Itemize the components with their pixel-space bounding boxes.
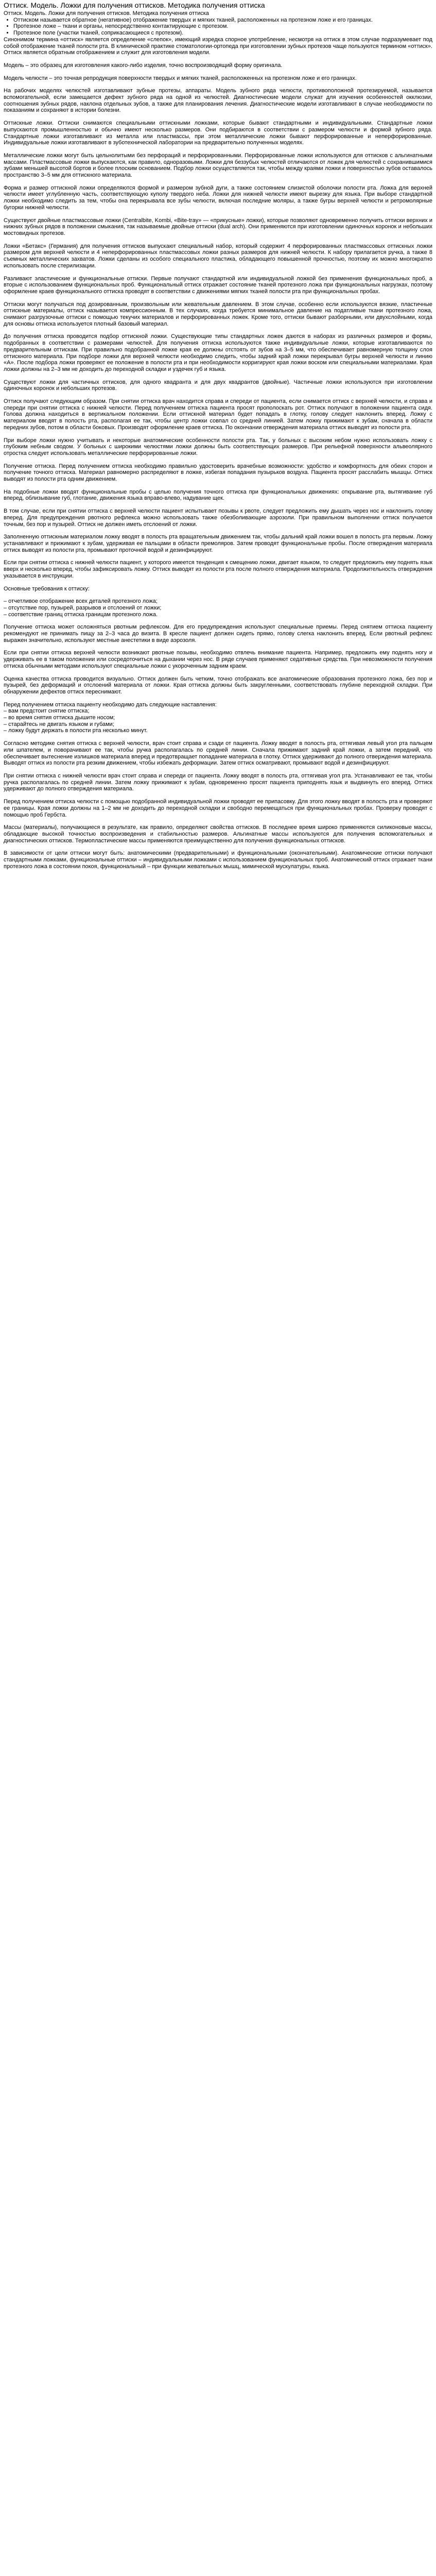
page xyxy=(0,0,436,878)
page-title: Оттиск. Модель. Ложки для получения оттисков. Методика получения оттиска xyxy=(4,1,265,9)
article-paragraph: Получение оттиска может осложняться рвотным рефлексом. Для его предупреждения используют специальные приемы. Перед снятием оттиска пациенту рекомендуют не принимать пищу за 2–3 часа до визита. В кресле пациент должен сидеть прямо, голову слегка наклонить вперед. Если рвотный рефлекс выражен значительно, используют местные анестетики в виде аэрозоля. xyxy=(4,624,432,643)
article-paragraph: Существуют двойные пластмассовые ложки (Centralbite, Kombi, «Bite-tray» — «прикусные» ложки), которые позволяют одновременно получить оттиски верхних и нижних зубных рядов в положении смыкания, так называемые двойные оттиски (dual arch). Они применяются при изготовлении одиночных коронок и небольших мостовидных протезов. xyxy=(4,217,432,236)
article-paragraph: Оттиски могут получаться под дозированным, произвольным или жевательным давлением. В этом случае, особенно если используются вязкие, пластичные оттискные материалы, оттиск называется компрессионным. В тех случаях, когда требуется минимальное давление на податливые ткани протезного ложа, снимают разгрузочные оттиски с помощью текучих материалов и перфорированных ложек. Кроме того, оттиски бывают разборными, или двухслойными, когда для основы оттиска используется плотный базовый материал. xyxy=(4,301,432,327)
summary-item: • Протезное ложе – ткани и органы, непосредственно контактирующие с протезом. xyxy=(13,23,432,30)
article-paragraph: Массы (материалы), получающиеся в результате, как правило, определяют свойства оттисков. В последнее время широко применяются силиконовые массы, обладающие высокой точностью воспроизведения и стабильностью размеров. Альгинатные массы используются для получения вспомогательных и диагностических оттисков. Термопластические массы применяются преимущественно для получения функциональных оттисков. xyxy=(4,824,432,844)
article-paragraph: Получение оттиска. Перед получением оттиска необходимо правильно удостоверить врачебные возможности: удобство и комфортность для обеих сторон и получение точного оттиска. Материал равномерно распределяют в ложке, избегая попадания пузырьков воздуха. Пациента просят расслабить мышцы. Оттиск выводят из полости рта одним движением. xyxy=(4,463,432,483)
article-paragraph: В том случае, если при снятии оттиска с верхней челюсти пациент испытывает позывы к рвоте, следует предложить ему дышать через нос и наклонить голову вперед. Для предупреждения рвотного рефлекса можно использовать также обезболивающие аэрозоли. При правильном выполнении оттиск получается точным, без пор и пузырей. Оттиск не должен иметь отслоений от ложки. xyxy=(4,508,432,528)
article-paragraph: Модель – это образец для изготовления какого-либо изделия, точно воспроизводящий форму оригинала. xyxy=(4,62,283,69)
article-paragraph: Разливают эластические и функциональные оттиски. Первые получают стандартной или индивидуальной ложкой без применения функциональных проб, а вторые с использованием функциональных проб. Функциональный оттиск отражает состояние тканей протезного ложа при функциональных нагрузках, поэтому оформление краев функционального оттиска проводят в соответствии с движениями мягких тканей полости рта при функциональных пробах. xyxy=(4,275,432,295)
article-paragraph: Существуют ложки для частичных оттисков, для одного квадранта и для двух квадрантов (двойные). Частичные ложки используются при изготовлении одиночных коронок и небольших протезов. xyxy=(4,379,432,392)
article-paragraph: Оттиск получают следующим образом. При снятии оттиска врач находится справа и спереди от пациента, если снимается оттиск с верхней челюсти, и справа и спереди при снятии оттиска с нижней челюсти. Перед получением оттиска пациента просят прополоскать рот. Оттиск получают в положении пациента сидя. Голова должна находиться в вертикальном положении. Если оттискной материал будет попадать в глотку, голову следует наклонить вперед. Ложку с материалом вводят в полость рта, располагая ее так, чтобы центр ложки совпал со средней линией. Затем ложку прижимают к зубам, сначала в области передних зубов, потом в области боковых. Производят оформление краев оттиска. По окончании отверждения материала оттиск выводят из полости рта. xyxy=(4,398,432,431)
summary-block xyxy=(4,10,432,37)
article-paragraph: Модель челюсти – это точная репродукция поверхности твердых и мягких тканей, расположенных на протезном ложе и его границах. xyxy=(4,75,357,81)
article-paragraph: Металлические ложки могут быть цельнолитыми без перфораций и перфорированными. Перфорированные ложки используются для оттисков с альгинатными массами. Пластмассовые ложки выпускаются, как правило, одноразовыми. Ложки для беззубых челюстей отличаются от ложек для челюстей с сохранившимися зубами меньшей высотой бортов и более плоским основанием. Подбор ложки осуществляется так, чтобы между краями ложки и поверхностью зубов оставалось пространство 3–5 мм для оттискного материала. xyxy=(4,152,432,179)
summary-item: • Протезное поле (участки тканей, соприкасающиеся с протезом). xyxy=(13,30,432,37)
article-paragraph: Если при снятии оттиска с нижней челюсти пациент, у которого имеется тенденция к смещению ложки, двигает языком, то следует предложить ему поднять язык вверх и несколько вперед, чтобы зафиксировать ложку. Оттиск выводят из полости рта после полного отверждения материала. Продолжительность отверждения указывается в инструкции. xyxy=(4,560,432,579)
article-paragraph: До получения оттиска проводится подбор оттискной ложки. Существующие типы стандартных ложек даются в наборах из различных размеров и формы, подобранных в соответствии с размерами челюстей. Для получения оттиска используются также индивидуальные ложки, которые изготавливаются по предварительным оттискам. При правильно подобранной ложке края ее должны отстоять от зубов на 3–5 мм, что обеспечивает равномерную толщину слоя оттискного материала. При подборе ложки для верхней челюсти необходимо следить, чтобы задний край ложки перекрывал бугры верхней челюсти и линию «А». После подбора ложки проверяют ее положение в полости рта и при необходимости корригируют края ложки воском или специальными материалами. Края ложки должны на 2–3 мм не доходить до переходной складки и уздечек губ и языка. xyxy=(4,333,432,372)
summary-list xyxy=(4,17,432,37)
summary-item: • Оттиском называется обратное (негативное) отображение твердых и мягких тканей, расположенных на протезном ложе и его границах. xyxy=(13,17,432,24)
article-paragraph: Согласно методике снятия оттиска с верхней челюсти, врач стоит справа и сзади от пациента. Ложку вводят в полость рта, оттягивая левый угол рта пальцем или шпателем, и поворачивают ее так, чтобы ручка располагалась по средней линии. Сначала прижимают задний край ложки, а затем передний, что обеспечивает вытеснение излишков материала вперед и предотвращает попадание материала в глотку. Оттиск удерживают до полного отверждения материала. Выводят оттиск из полости рта резким движением, чтобы избежать деформации. Затем оттиск осматривают, промывают водой и дезинфицируют. xyxy=(4,740,432,767)
article-paragraph: На подобные ложки вводят функциональные пробы с целью получения точного оттиска при функциональных движениях: открывание рта, вытягивание губ вперед, облизывание губ, глотание, движения языка вправо-влево, надувание щек. xyxy=(4,488,432,502)
article-paragraph: Форма и размер оттискной ложки определяются формой и размером зубной дуги, а также состоянием слизистой оболочки полости рта. Ложка для верхней челюсти имеет углубленную часть, соответствующую куполу твердого неба. Ложки для нижней челюсти имеют вырезку для языка. При выборе стандартной ложки необходимо следить за тем, чтобы она перекрывала все зубы челюсти, включая последние моляры, а также бугры верхней челюсти и ретромолярные бугорки нижней челюсти. xyxy=(4,184,432,211)
article-paragraph: Заполненную оттискным материалом ложку вводят в полость рта вращательным движением так, чтобы дальний край ложки вошел в полость рта первым. Ложку устанавливают и прижимают к зубам, удерживая ее пальцами в области премоляров. Затем проводят функциональные пробы. После отверждения материала оттиск выводят из полости рта, промывают проточной водой и дезинфицируют. xyxy=(4,534,432,553)
article-paragraph: Ложки «Бетакс» (Германия) для получения оттисков выпускают специальный набор, который содержит 4 перфорированных пластмассовых оттискных ложки размером для верхней челюсти и 4 неперфорированных пластмассовых ложки разных размеров для нижней челюсти. К набору прилагается ручка, а также 8 съемных металлических захватов. Ложки сделаны из особого специального пластика, обладающего повышенной прочностью, поэтому их можно многократно использовать после стерилизации. xyxy=(4,243,432,269)
article-paragraph: При снятии оттиска с нижней челюсти врач стоит справа и спереди от пациента. Ложку вводят в полость рта, оттягивая угол рта. Устанавливают ее так, чтобы ручка располагалась по средней линии. Затем ложку прижимают к зубам, одновременно просят пациента приподнять язык и выдвинуть его вперед. Оттиск удерживают до полного отверждения материала. xyxy=(4,772,432,792)
article-paragraph: Перед получением оттиска челюсти с помощью подобранной индивидуальной ложки проводят ее припасовку. Для этого ложку вводят в полость рта и проверяют ее границы. Края ложки должны на 1–2 мм не доходить до переходной складки и свободно перемещаться при функциональных пробах. Проверку проводят с помощью проб Гербста. xyxy=(4,799,432,818)
article-paragraph: Синонимом термина «оттиск» является определение «слепок», имеющий изредка спорное употребление, несмотря на оттиск в этом случае подразумевает под собой отображение тканей полости рта. В клинической практике стоматологии-ортопеда при изготовлении зубных протезов чаще пользуются термином «оттиск». Оттиск является обратным отображением и служит для изготовления модели. xyxy=(4,36,432,56)
summary-heading: Оттиск. Модель. Ложки для получения оттисков. Методика получения оттиска xyxy=(4,10,209,16)
article-body xyxy=(4,37,432,870)
article-paragraph: Если при снятии оттиска верхней челюсти возникают рвотные позывы, необходимо отвлечь внимание пациента. Например, предложить ему поднять ногу и удерживать ее в таком положении или сосредоточиться на дыхании через нос. В ряде случаев применяют седативные средства. При невозможности получения оттиска обычными методами используют специальные ложки с укороченным задним краем. xyxy=(4,650,432,669)
article-paragraph: Оттискные ложки. Оттиски снимаются специальными оттискными ложками, которые бывают стандартными и индивидуальными. Стандартные ложки выпускаются промышленностью и обычно имеют несколько размеров. Они подбираются в соответствии с размером челюсти и формой зубного ряда. Стандартные ложки изготавливают из металла или пластмассы, при этом металлические ложки бывают перфорированные и неперфорированные. Индивидуальные ложки изготавливают в зуботехнической лаборатории на предварительно полученных моделях. xyxy=(4,120,432,146)
article-paragraph: Основные требования к оттиску: xyxy=(4,585,90,592)
article-paragraph: Перед получением оттиска пациенту необходимо дать следующие наставления: – вам предстоит снятие оттиска; – во время снятия оттиска дышите носом; – старайтесь не двигать языком и губами; – ложку будут держать в полости рта несколько минут. xyxy=(4,701,217,734)
article-paragraph: Оценка качества оттиска проводится визуально. Оттиск должен быть четким, точно отображать все анатомические образования протезного ложа, без пор и пузырей, без деформаций и отслоений материала от ложки. Края оттиска должны быть закругленными, соответствовать глубине переходной складки. При обнаружении дефектов оттиск переснимают. xyxy=(4,675,432,695)
article-paragraph: При выборе ложки нужно учитывать и некоторые анатомические особенности полости рта. Так, у больных с высоким небом нужно использовать ложку с глубоким небным сводом. У больных с широкими челюстями ложки должны быть соответствующих размеров. При рельефной поверхности альвеолярного отростка следует использовать металлические перфорированные ложки. xyxy=(4,437,432,456)
article-paragraph: На рабочих моделях челюстей изготавливают зубные протезы, аппараты. Модель зубного ряда челюсти, противоположной протезируемой, называется вспомогательной, если замещается дефект зубного ряда на одной из челюстей. Диагностические модели служат для изучения особенностей окклюзии, соотношения зубных рядов, наклона отдельных зубов, а также для планирования лечения. Диагностические модели изготавливают в случае необходимости по показаниям и сохраняют в истории болезни. xyxy=(4,88,432,114)
article-paragraph: – отчетливое отображение всех деталей протезного ложа; – отсутствие пор, пузырей, разрывов и отслоений от ложки; – соответствие границ оттиска границам протезного ложа. xyxy=(4,598,162,618)
article-paragraph: В зависимости от цели оттиски могут быть: анатомическими (предварительными) и функциональными (окончательными). Анатомические оттиски получают стандартными ложками, функциональные оттиски – индивидуальными ложками с использованием функциональных проб. Анатомический оттиск отражает ткани протезного ложа в состоянии покоя, функциональный – при функции жевательных мышц, мимической мускулатуры, языка. xyxy=(4,850,432,870)
